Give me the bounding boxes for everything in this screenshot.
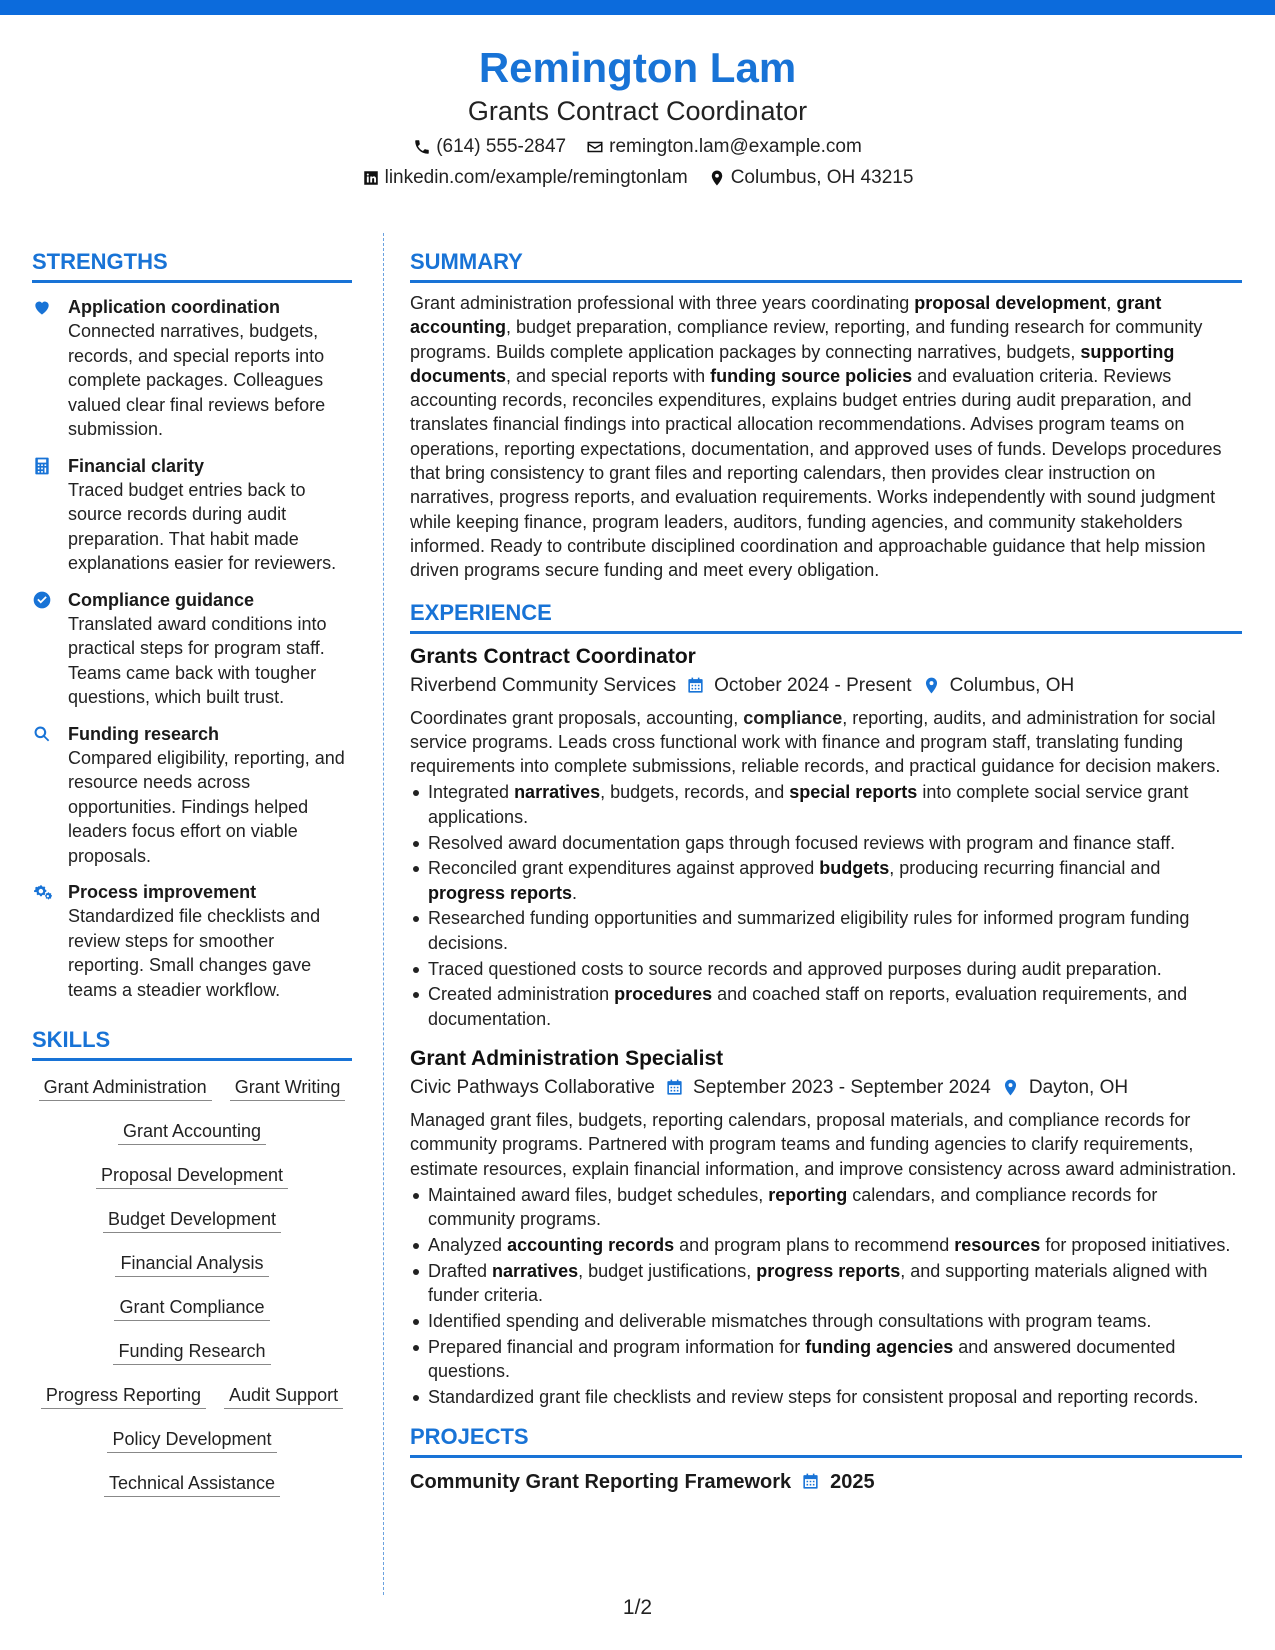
text-segment: , reporting, audits, and administration for social service programs. Leads cross functional work with finance and program staff, translating funding requirements into complete submissions, reliable records, and practical guidance for decision makers. bbox=[410, 707, 1221, 777]
projects-list bbox=[410, 1468, 1242, 1496]
job-organization: Riverbend Community Services bbox=[410, 674, 677, 696]
job-bullets bbox=[410, 780, 1242, 1030]
job-title: Grant Administration Specialist bbox=[410, 1046, 724, 1070]
text-segment: , budgets, records, and bbox=[600, 782, 790, 803]
strength-body bbox=[68, 722, 352, 869]
skill-tag: Funding Research bbox=[113, 1339, 270, 1365]
email-contact[interactable] bbox=[586, 135, 862, 159]
text-segment: Traced questioned costs to source records and approved purposes during audit preparation. bbox=[428, 958, 1162, 979]
check-badge-icon bbox=[32, 590, 52, 610]
job-title: Grants Contract Coordinator bbox=[410, 644, 696, 668]
job-organization: Civic Pathways Collaborative bbox=[410, 1076, 655, 1098]
text-segment: Prepared financial and program information for bbox=[428, 1336, 806, 1357]
text-segment: into complete social service grant applications. bbox=[428, 782, 1189, 827]
text-segment: and program plans to recommend bbox=[674, 1234, 955, 1255]
strength-description: Compared eligibility, reporting, and resource needs across opportunities. Findings helped leaders focus effort on viable proposals. bbox=[68, 747, 345, 866]
job-location-text: Columbus, OH bbox=[949, 674, 1075, 696]
experience-list bbox=[410, 643, 1242, 1409]
strengths-list bbox=[32, 295, 352, 1002]
bullet-item bbox=[410, 1259, 1242, 1308]
bold-phrase: funding source policies bbox=[710, 365, 913, 386]
skill-tag: Grant Administration bbox=[39, 1075, 212, 1101]
linkedin-contact[interactable] bbox=[362, 166, 688, 190]
skill-row bbox=[32, 1163, 352, 1189]
text-segment: , budget justifications, bbox=[578, 1260, 757, 1281]
strength-title: Compliance guidance bbox=[68, 589, 255, 610]
calendar-icon bbox=[665, 1078, 684, 1097]
bold-phrase: procedures bbox=[614, 984, 713, 1005]
bold-phrase: funding agencies bbox=[805, 1336, 954, 1357]
text-segment: Integrated bbox=[428, 782, 515, 803]
skill-tag: Financial Analysis bbox=[115, 1251, 268, 1277]
skill-row bbox=[32, 1383, 352, 1409]
bold-phrase: proposal development bbox=[914, 293, 1107, 313]
skill-tag: Grant Compliance bbox=[114, 1295, 269, 1321]
bullet-item bbox=[410, 1309, 1242, 1333]
bold-phrase: grant accounting bbox=[410, 293, 1162, 338]
strength-item bbox=[32, 588, 352, 710]
job-dates-text: September 2023 - September 2024 bbox=[693, 1076, 991, 1098]
strength-description: Connected narratives, budgets, records, and special reports into complete packages. Colleagues valued clear final reviews before submission. bbox=[68, 321, 326, 439]
bullet-item bbox=[410, 856, 1242, 905]
text-segment: calendars, and compliance records for community programs. bbox=[428, 1184, 1158, 1230]
text-segment: Identified spending and deliverable mismatches through consultations with program teams. bbox=[428, 1310, 1152, 1331]
text-segment: . bbox=[572, 882, 578, 903]
bullet-item bbox=[410, 982, 1242, 1031]
skill-row bbox=[32, 1075, 352, 1101]
email-text[interactable]: remington.lam@example.com bbox=[609, 136, 862, 157]
experience-heading: EXPERIENCE bbox=[410, 599, 1242, 634]
text-segment: , and special reports with bbox=[506, 365, 711, 386]
skill-tag: Grant Writing bbox=[230, 1075, 346, 1101]
text-segment: Managed grant files, budgets, reporting calendars, proposal materials, and compliance records for community programs. Partnered with program teams and funding agencies to clarify requirements, estimate resources, explain financial information, and improve consistency across award administration. bbox=[410, 1109, 1237, 1179]
strength-icon-wrap bbox=[32, 588, 68, 710]
candidate-role: Grants Contract Coordinator bbox=[467, 96, 808, 126]
text-segment: Created administration bbox=[428, 984, 615, 1005]
candidate-name: Remington Lam bbox=[478, 44, 797, 91]
job-location bbox=[922, 673, 1075, 699]
bullet-item bbox=[410, 1385, 1242, 1409]
job-location-text: Dayton, OH bbox=[1028, 1076, 1129, 1098]
summary-heading: SUMMARY bbox=[410, 248, 1242, 283]
location-contact bbox=[708, 166, 914, 190]
bullet-item bbox=[410, 1233, 1242, 1257]
project-year: 2025 bbox=[830, 1470, 875, 1493]
bold-phrase: supporting documents bbox=[410, 341, 1175, 386]
strength-body bbox=[68, 588, 352, 710]
job-dates bbox=[665, 1075, 991, 1101]
map-pin-icon bbox=[708, 169, 726, 187]
job-entry bbox=[410, 643, 1242, 1031]
strength-icon-wrap bbox=[32, 722, 68, 869]
contact-line-2 bbox=[0, 166, 1275, 190]
strength-icon-wrap bbox=[32, 454, 68, 576]
text-segment: and answered documented questions. bbox=[428, 1336, 1176, 1381]
bullet-item bbox=[410, 1335, 1242, 1384]
bullet-item bbox=[410, 957, 1242, 981]
skill-row bbox=[32, 1427, 352, 1453]
strength-icon-wrap bbox=[32, 295, 68, 442]
strength-description: Traced budget entries back to source records during audit preparation. That habit made explanations easier for reviewers. bbox=[68, 479, 337, 573]
gears-icon bbox=[32, 882, 52, 902]
bullet-item bbox=[410, 906, 1242, 955]
bold-phrase: progress reports bbox=[756, 1260, 901, 1281]
envelope-icon bbox=[586, 138, 604, 156]
page-number: 1/2 bbox=[622, 1596, 653, 1619]
phone-contact bbox=[413, 135, 566, 159]
phone-text: (614) 555-2847 bbox=[436, 136, 567, 157]
bold-phrase: narratives bbox=[514, 782, 601, 803]
job-meta bbox=[410, 673, 1242, 699]
strength-item bbox=[32, 454, 352, 576]
text-segment: Grant administration professional with three years coordinating bbox=[410, 293, 915, 313]
projects-heading: PROJECTS bbox=[410, 1423, 1242, 1458]
strength-body bbox=[68, 295, 352, 442]
bold-phrase: narratives bbox=[492, 1260, 579, 1281]
text-segment: for proposed initiatives. bbox=[1040, 1234, 1231, 1255]
text-segment: Researched funding opportunities and summarized eligibility rules for informed program funding decisions. bbox=[428, 908, 1190, 953]
bold-phrase: progress reports bbox=[428, 882, 573, 903]
linkedin-icon bbox=[362, 169, 380, 187]
job-description bbox=[410, 706, 1242, 779]
bullet-item bbox=[410, 780, 1242, 829]
calendar-icon bbox=[686, 676, 705, 695]
left-column bbox=[32, 248, 352, 1515]
bold-phrase: accounting records bbox=[507, 1234, 675, 1255]
contact-line-1 bbox=[0, 135, 1275, 159]
strength-title: Application coordination bbox=[68, 297, 280, 317]
heart-icon bbox=[32, 297, 52, 317]
job-dates-text: October 2024 - Present bbox=[714, 674, 912, 696]
skill-tag: Proposal Development bbox=[96, 1163, 288, 1189]
calculator-icon bbox=[32, 456, 52, 476]
strength-body bbox=[68, 880, 352, 1002]
strength-icon-wrap bbox=[32, 880, 68, 1002]
job-meta bbox=[410, 1075, 1242, 1101]
bold-phrase: reporting bbox=[768, 1184, 848, 1205]
bold-phrase: special reports bbox=[789, 782, 918, 803]
strength-title: Funding research bbox=[68, 723, 220, 744]
text-segment: and coached staff on reports, evaluation requirements, and documentation. bbox=[428, 984, 1188, 1029]
job-bullets bbox=[410, 1183, 1242, 1409]
job-location bbox=[1001, 1075, 1128, 1101]
bold-phrase: compliance bbox=[743, 707, 843, 728]
strengths-heading: STRENGTHS bbox=[32, 248, 352, 283]
skill-row bbox=[32, 1207, 352, 1233]
column-divider bbox=[383, 233, 384, 1595]
job-dates bbox=[686, 673, 912, 699]
strength-title: Process improvement bbox=[68, 882, 257, 902]
skill-row bbox=[32, 1471, 352, 1497]
text-segment: Analyzed bbox=[428, 1234, 508, 1255]
top-accent-bar bbox=[0, 0, 1275, 15]
skills-list bbox=[32, 1075, 352, 1497]
strength-item bbox=[32, 295, 352, 442]
text-segment: Maintained award files, budget schedules, bbox=[428, 1184, 769, 1205]
skill-tag: Technical Assistance bbox=[104, 1471, 280, 1497]
skills-heading: SKILLS bbox=[32, 1026, 352, 1061]
job-description bbox=[410, 1108, 1242, 1181]
text-segment: , bbox=[1106, 293, 1117, 313]
text-segment: , producing recurring financial and bbox=[889, 858, 1161, 879]
resume-header bbox=[0, 42, 1275, 190]
strength-body bbox=[68, 454, 352, 576]
strength-item bbox=[32, 880, 352, 1002]
linkedin-text[interactable]: linkedin.com/example/remingtonlam bbox=[384, 167, 688, 188]
skill-row bbox=[32, 1119, 352, 1145]
summary-text bbox=[410, 291, 1242, 583]
skill-row bbox=[32, 1251, 352, 1277]
map-pin-icon bbox=[922, 676, 941, 695]
skill-tag: Budget Development bbox=[103, 1207, 281, 1233]
location-text: Columbus, OH 43215 bbox=[730, 167, 914, 188]
calendar-icon bbox=[801, 1472, 820, 1491]
map-pin-icon bbox=[1001, 1078, 1020, 1097]
skill-row bbox=[32, 1295, 352, 1321]
text-segment: , budget preparation, compliance review, reporting, and funding research for community programs. Builds complete application packages by connecting narratives, budgets, bbox=[410, 317, 1203, 362]
text-segment: Resolved award documentation gaps through focused reviews with program and finance staff. bbox=[428, 832, 1176, 853]
text-segment: Coordinates grant proposals, accounting, bbox=[410, 707, 744, 728]
project-entry bbox=[410, 1468, 1242, 1496]
text-segment: Standardized grant file checklists and review steps for consistent proposal and reporting records. bbox=[428, 1386, 1199, 1407]
text-segment: Reconciled grant expenditures against approved bbox=[428, 858, 820, 879]
text-segment: , and supporting materials aligned with funder criteria. bbox=[428, 1260, 1208, 1305]
strength-description: Standardized file checklists and review steps for smoother reporting. Small changes gave teams a steadier workflow. bbox=[68, 906, 321, 1000]
right-column bbox=[410, 248, 1242, 1496]
strength-item bbox=[32, 722, 352, 869]
bullet-item bbox=[410, 831, 1242, 855]
job-entry bbox=[410, 1045, 1242, 1409]
bullet-item bbox=[410, 1183, 1242, 1232]
skill-tag: Audit Support bbox=[224, 1383, 343, 1409]
project-title: Community Grant Reporting Framework bbox=[410, 1470, 792, 1493]
strength-description: Translated award conditions into practical steps for program staff. Teams came back with tougher questions, which built trust. bbox=[68, 613, 327, 707]
skill-tag: Grant Accounting bbox=[118, 1119, 266, 1145]
bold-phrase: budgets bbox=[819, 858, 890, 879]
skill-row bbox=[32, 1339, 352, 1365]
strength-title: Financial clarity bbox=[68, 455, 205, 476]
phone-icon bbox=[413, 138, 431, 156]
skill-tag: Progress Reporting bbox=[41, 1383, 206, 1409]
text-segment: and evaluation criteria. Reviews accounting records, reconciles expenditures, explains budget entries during audit preparation, and translates financial findings into practical allocation recommendations. Advises program teams on operations, reporting expectations, documentation, and approved uses of funds. Develops procedures that bring consistency to grant files and reporting calendars, then provides clear instruction on narratives, progress reports, and evaluation requirements. Works independently with sound judgment while keeping finance, program leaders, auditors, funding agencies, and community stakeholders informed. Ready to contribute disciplined coordination and approachable guidance that help mission driven programs secure funding and meet every obligation. bbox=[410, 365, 1222, 581]
text-segment: Drafted bbox=[428, 1260, 493, 1281]
search-icon bbox=[32, 724, 52, 744]
bold-phrase: resources bbox=[954, 1234, 1041, 1255]
skill-tag: Policy Development bbox=[107, 1427, 276, 1453]
